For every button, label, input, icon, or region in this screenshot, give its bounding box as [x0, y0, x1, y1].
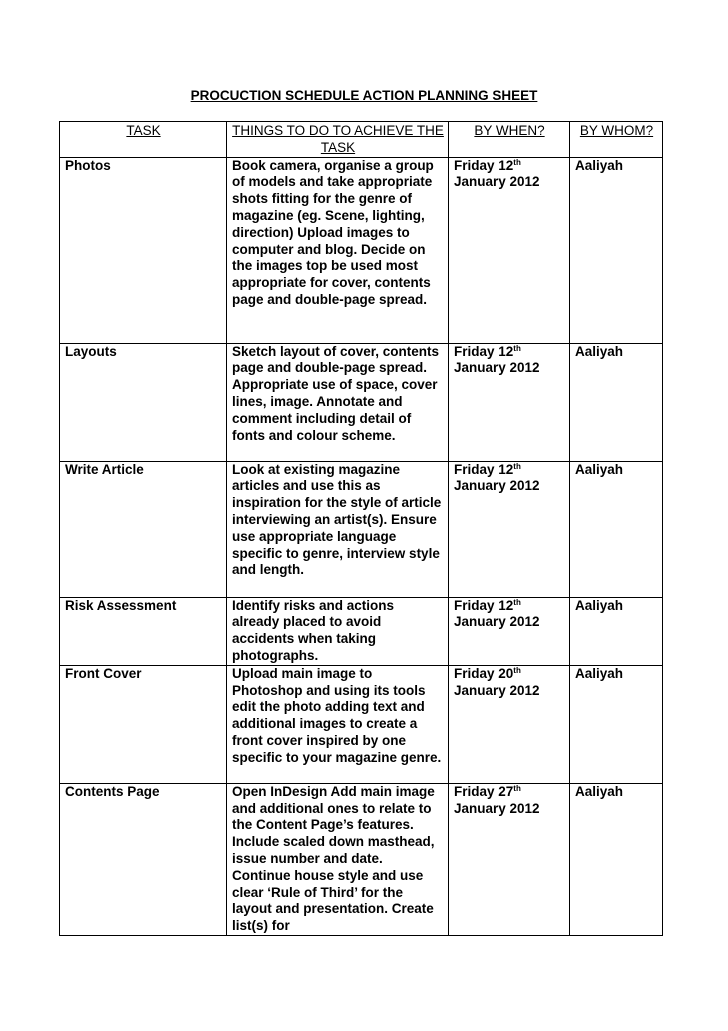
who-cell: Aaliyah: [570, 461, 663, 597]
page-title-text: PROCUCTION SCHEDULE ACTION PLANNING SHEET: [190, 88, 538, 103]
when-cell: Friday 20th January 2012: [449, 665, 570, 783]
task-cell: Contents Page: [60, 783, 227, 935]
things-cell: Upload main image to Photoshop and using its tools edit the photo adding text and additional images to create a front cover inspired by one specific to your magazine genre.: [227, 665, 449, 783]
header-things-to-do: THINGS TO DO TO ACHIEVE THE TASK: [227, 122, 449, 158]
who-cell: Aaliyah: [570, 597, 663, 665]
task-cell: Front Cover: [60, 665, 227, 783]
who-cell: Aaliyah: [570, 783, 663, 935]
task-cell: Risk Assessment: [60, 597, 227, 665]
header-by-when: BY WHEN?: [449, 122, 570, 158]
who-cell: Aaliyah: [570, 157, 663, 343]
header-task: TASK: [60, 122, 227, 158]
page-title: [0, 88, 728, 103]
things-cell: Identify risks and actions already placed to avoid accidents when taking photographs.: [227, 597, 449, 665]
who-cell: Aaliyah: [570, 665, 663, 783]
who-cell: Aaliyah: [570, 343, 663, 461]
when-cell: Friday 12th January 2012: [449, 597, 570, 665]
when-cell: Friday 12th January 2012: [449, 157, 570, 343]
table-row: [60, 343, 663, 461]
table-row: [60, 157, 663, 343]
action-planning-table: [59, 121, 663, 936]
table-row: [60, 597, 663, 665]
table-row: [60, 783, 663, 935]
things-cell: Look at existing magazine articles and use this as inspiration for the style of article interviewing an artist(s). Ensure use appropriate language specific to genre, interview style and length.: [227, 461, 449, 597]
when-cell: Friday 12th January 2012: [449, 461, 570, 597]
task-cell: Write Article: [60, 461, 227, 597]
task-cell: Layouts: [60, 343, 227, 461]
table-row: [60, 665, 663, 783]
things-cell: Sketch layout of cover, contents page and double-page spread. Appropriate use of space, cover lines, image. Annotate and comment including detail of fonts and colour scheme.: [227, 343, 449, 461]
things-cell: Book camera, organise a group of models and take appropriate shots fitting for the genre of magazine (eg. Scene, lighting, direction) Upload images to computer and blog. Decide on the images top be used most appropriate for cover, contents page and double-page spread.: [227, 157, 449, 343]
task-cell: Photos: [60, 157, 227, 343]
table-row: [60, 461, 663, 597]
things-cell: Open InDesign Add main image and additional ones to relate to the Content Page’s features. Include scaled down masthead, issue number and date. Continue house style and use clear ‘Rule of Third’ for the layout and presentation. Create list(s) for: [227, 783, 449, 935]
when-cell: Friday 12th January 2012: [449, 343, 570, 461]
table-header-row: [60, 122, 663, 158]
header-by-whom: BY WHOM?: [570, 122, 663, 158]
when-cell: Friday 27th January 2012: [449, 783, 570, 935]
